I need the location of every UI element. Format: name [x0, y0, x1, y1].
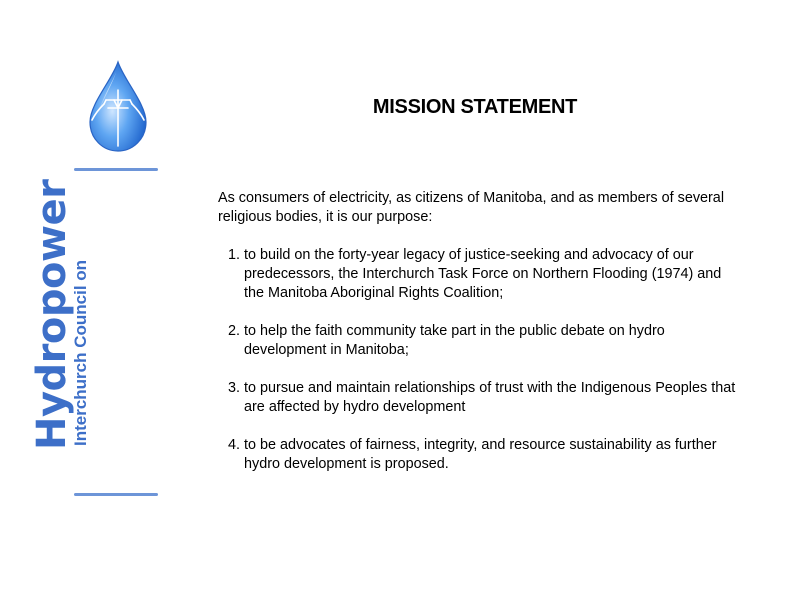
list-item-number: 4. [228, 437, 241, 453]
list-item [228, 379, 738, 417]
list-item-number: 1. [228, 247, 241, 263]
list-item-number: 3. [228, 380, 241, 396]
water-drop-power-pole-icon [86, 60, 150, 154]
intro-paragraph: As consumers of electricity, as citizens of Manitoba, and as members of several religious bodies, it is our purpose: [218, 190, 725, 225]
list-item-text: to be advocates of fairness, integrity, and resource sustainability as further hydro development is proposed. [244, 437, 717, 472]
list-item-number: 2. [228, 323, 241, 339]
list-item-text: to pursue and maintain relationships of trust with the Indigenous Peoples that are affected by hydro development [244, 380, 736, 415]
org-name-council: Interchurch Council on [71, 259, 90, 446]
list-item [228, 322, 738, 360]
org-name-vertical [29, 179, 152, 450]
bottom-divider [74, 493, 158, 496]
list-item-text: to build on the forty-year legacy of justice-seeking and advocacy of our predecessors, the Interchurch Task Force on Northern Flooding (1974) and the Manitoba Aboriginal Rights Coalition; [244, 247, 722, 301]
sidebar [29, 60, 170, 510]
mission-content [218, 189, 738, 493]
org-name-hydropower: Hydropower [29, 179, 75, 450]
list-item-text: to help the faith community take part in the public debate on hydro development in Manitoba; [244, 323, 665, 358]
top-divider [74, 168, 158, 171]
page-title: MISSION STATEMENT [372, 96, 578, 118]
list-item [228, 436, 738, 474]
list-item [228, 246, 738, 303]
